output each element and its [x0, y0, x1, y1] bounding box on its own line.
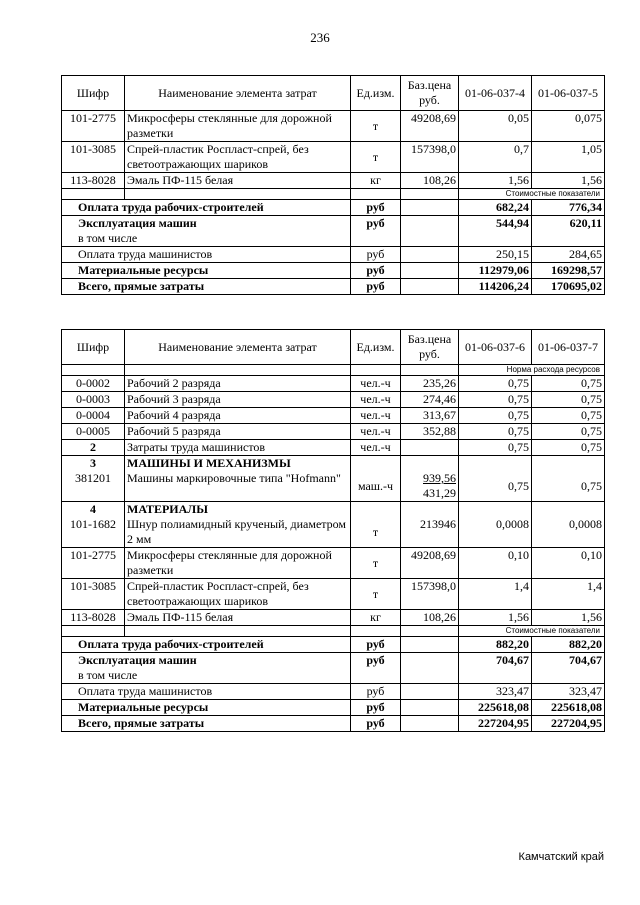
row-value-b: 1,05	[532, 142, 605, 173]
row-price: 235,26	[401, 376, 459, 392]
summary-unit: руб	[351, 263, 401, 279]
summary-row	[62, 247, 605, 263]
table-row	[62, 610, 605, 626]
header-unit: Ед.изм.	[351, 76, 401, 111]
summary-label: в том числе	[62, 231, 351, 247]
summary-value-a: 882,20	[459, 637, 532, 653]
row-unit: маш.-ч	[351, 471, 401, 502]
summary-row	[62, 279, 605, 295]
summary-value-a	[459, 231, 532, 247]
summary-label: Оплата труда рабочих-строителей	[62, 637, 351, 653]
summary-value-b	[532, 668, 605, 684]
table-row	[62, 392, 605, 408]
summary-row	[62, 716, 605, 732]
row-price: 213946	[401, 517, 459, 548]
summary-row	[62, 637, 605, 653]
summary-label: Оплата труда рабочих-строителей	[62, 200, 351, 216]
note-cost-indicators: Стоимостные показатели	[459, 189, 605, 200]
row-name: Спрей-пластик Роспласт-спрей, без светоотражающих шариков	[125, 142, 351, 173]
row-code: 101-1682	[62, 517, 125, 548]
summary-unit: руб	[351, 653, 401, 669]
section-heading-row	[62, 502, 605, 518]
summary-unit: руб	[351, 637, 401, 653]
row-price: 108,26	[401, 610, 459, 626]
table-row	[62, 579, 605, 610]
header-name: Наименование элемента затрат	[125, 330, 351, 365]
summary-row	[62, 668, 605, 684]
row-price: 108,26	[401, 173, 459, 189]
table-row	[62, 471, 605, 502]
row-value-a: 0,7	[459, 142, 532, 173]
row-unit: т	[351, 111, 401, 142]
row-name: Микросферы стеклянные для дорожной разметки	[125, 111, 351, 142]
footer-region: Камчатский край	[518, 851, 604, 863]
row-value-b: 0,75	[532, 440, 605, 456]
row-price: 352,88	[401, 424, 459, 440]
row-price: 313,67	[401, 408, 459, 424]
table-row	[62, 408, 605, 424]
row-code: 101-3085	[62, 142, 125, 173]
row-price	[401, 440, 459, 456]
table-row	[62, 424, 605, 440]
summary-value-b: 284,65	[532, 247, 605, 263]
row-unit: т	[351, 517, 401, 548]
row-value-a: 1,56	[459, 610, 532, 626]
summary-unit: руб	[351, 279, 401, 295]
summary-label: Материальные ресурсы	[62, 263, 351, 279]
row-name: Спрей-пластик Роспласт-спрей, без светоотражающих шариков	[125, 579, 351, 610]
summary-value-a: 112979,06	[459, 263, 532, 279]
summary-row	[62, 684, 605, 700]
note-resource-norm: Норма расхода ресурсов	[459, 365, 605, 376]
row-unit: чел.-ч	[351, 440, 401, 456]
summary-value-b	[532, 231, 605, 247]
row-value-a: 0,75	[459, 440, 532, 456]
row-value-a: 0,75	[459, 408, 532, 424]
row-value-b: 0,0008	[532, 517, 605, 548]
row-value-a: 1,56	[459, 173, 532, 189]
header-col-a: 01-06-037-6	[459, 330, 532, 365]
row-code: 113-8028	[62, 610, 125, 626]
row-price: 157398,0	[401, 579, 459, 610]
row-value-b: 0,10	[532, 548, 605, 579]
table-row	[62, 173, 605, 189]
row-value-a: 0,75	[459, 392, 532, 408]
row-unit: т	[351, 579, 401, 610]
summary-value-b: 620,11	[532, 216, 605, 232]
row-unit: т	[351, 142, 401, 173]
row-code: 101-2775	[62, 548, 125, 579]
row-price: 939,56	[423, 471, 456, 485]
summary-row	[62, 263, 605, 279]
row-value-b: 1,4	[532, 579, 605, 610]
summary-label: Всего, прямые затраты	[62, 716, 351, 732]
section-title: МАШИНЫ И МЕХАНИЗМЫ	[125, 456, 351, 472]
section-number: 4	[62, 502, 125, 518]
summary-value-b: 169298,57	[532, 263, 605, 279]
note-row	[62, 365, 605, 376]
table-row	[62, 517, 605, 548]
summary-unit	[351, 668, 401, 684]
note-cost-indicators: Стоимостные показатели	[459, 626, 605, 637]
summary-unit: руб	[351, 247, 401, 263]
row-name: Микросферы стеклянные для дорожной разметки	[125, 548, 351, 579]
table-row	[62, 111, 605, 142]
page-number: 236	[310, 30, 330, 45]
machinist-labor-row	[62, 440, 605, 456]
summary-value-a: 225618,08	[459, 700, 532, 716]
row-price: 49208,69	[401, 548, 459, 579]
section-number: 3	[62, 456, 125, 472]
summary-label: Оплата труда машинистов	[62, 684, 351, 700]
row-value-b: 0,75	[532, 376, 605, 392]
summary-unit	[351, 231, 401, 247]
summary-value-a: 114206,24	[459, 279, 532, 295]
row-code: 101-2775	[62, 111, 125, 142]
summary-value-a: 682,24	[459, 200, 532, 216]
header-col-a: 01-06-037-4	[459, 76, 532, 111]
row-unit: кг	[351, 610, 401, 626]
row-value-a: 0,75	[459, 471, 532, 502]
row-name: Рабочий 4 разряда	[125, 408, 351, 424]
summary-unit: руб	[351, 200, 401, 216]
summary-label: Оплата труда машинистов	[62, 247, 351, 263]
summary-unit: руб	[351, 684, 401, 700]
summary-row	[62, 231, 605, 247]
row-value-a: 0,0008	[459, 517, 532, 548]
row-unit: чел.-ч	[351, 376, 401, 392]
summary-value-a: 250,15	[459, 247, 532, 263]
row-unit: т	[351, 548, 401, 579]
note-row	[62, 189, 605, 200]
row-name: Затраты труда машинистов	[125, 440, 351, 456]
table-row	[62, 142, 605, 173]
summary-value-a: 544,94	[459, 216, 532, 232]
row-code: 0-0003	[62, 392, 125, 408]
row-price-cell	[401, 471, 459, 502]
header-name: Наименование элемента затрат	[125, 76, 351, 111]
table-header-row	[62, 330, 605, 365]
summary-row	[62, 200, 605, 216]
summary-value-a: 323,47	[459, 684, 532, 700]
summary-label: Материальные ресурсы	[62, 700, 351, 716]
row-code: 381201	[62, 471, 125, 502]
row-unit: чел.-ч	[351, 392, 401, 408]
summary-value-b: 227204,95	[532, 716, 605, 732]
row-name: Рабочий 3 разряда	[125, 392, 351, 408]
row-value-a: 1,4	[459, 579, 532, 610]
summary-label: Эксплуатация машин	[62, 216, 351, 232]
summary-label: в том числе	[62, 668, 351, 684]
row-code: 0-0004	[62, 408, 125, 424]
row-price: 49208,69	[401, 111, 459, 142]
row-value-b: 1,56	[532, 173, 605, 189]
row-price-machinist: 431,29	[423, 486, 456, 500]
summary-value-b: 323,47	[532, 684, 605, 700]
header-code: Шифр	[62, 330, 125, 365]
summary-unit: руб	[351, 216, 401, 232]
row-unit: чел.-ч	[351, 408, 401, 424]
header-col-b: 01-06-037-7	[532, 330, 605, 365]
note-row	[62, 626, 605, 637]
row-name: Шнур полиамидный крученый, диаметром 2 мм	[125, 517, 351, 548]
summary-unit: руб	[351, 700, 401, 716]
row-code: 0-0002	[62, 376, 125, 392]
row-name: Рабочий 5 разряда	[125, 424, 351, 440]
header-price: Баз.цена руб.	[401, 330, 459, 365]
row-name: Эмаль ПФ-115 белая	[125, 610, 351, 626]
table-row	[62, 548, 605, 579]
cost-table-1	[61, 75, 605, 295]
summary-value-a: 704,67	[459, 653, 532, 669]
row-name: Эмаль ПФ-115 белая	[125, 173, 351, 189]
header-unit: Ед.изм.	[351, 330, 401, 365]
row-price: 157398,0	[401, 142, 459, 173]
summary-row	[62, 700, 605, 716]
cost-table-2	[61, 329, 605, 732]
row-code: 101-3085	[62, 579, 125, 610]
row-value-a: 0,05	[459, 111, 532, 142]
row-value-b: 0,75	[532, 408, 605, 424]
summary-value-b: 170695,02	[532, 279, 605, 295]
header-col-b: 01-06-037-5	[532, 76, 605, 111]
row-value-a: 0,75	[459, 376, 532, 392]
row-value-b: 0,75	[532, 471, 605, 502]
summary-row	[62, 653, 605, 669]
row-value-a: 0,75	[459, 424, 532, 440]
row-code: 0-0005	[62, 424, 125, 440]
row-value-b: 1,56	[532, 610, 605, 626]
summary-value-b: 225618,08	[532, 700, 605, 716]
row-price: 274,46	[401, 392, 459, 408]
summary-label: Эксплуатация машин	[62, 653, 351, 669]
table-header-row	[62, 76, 605, 111]
row-value-b: 0,75	[532, 424, 605, 440]
row-name: Машины маркировочные типа "Hofmann"	[125, 471, 351, 502]
summary-value-a: 227204,95	[459, 716, 532, 732]
row-value-a: 0,10	[459, 548, 532, 579]
section-title: МАТЕРИАЛЫ	[125, 502, 351, 518]
header-price: Баз.цена руб.	[401, 76, 459, 111]
section-heading-row	[62, 456, 605, 472]
row-unit: чел.-ч	[351, 424, 401, 440]
row-code: 2	[62, 440, 125, 456]
summary-label: Всего, прямые затраты	[62, 279, 351, 295]
summary-row	[62, 216, 605, 232]
summary-value-b: 882,20	[532, 637, 605, 653]
summary-unit: руб	[351, 716, 401, 732]
summary-value-a	[459, 668, 532, 684]
header-code: Шифр	[62, 76, 125, 111]
row-name: Рабочий 2 разряда	[125, 376, 351, 392]
summary-value-b: 776,34	[532, 200, 605, 216]
summary-value-b: 704,67	[532, 653, 605, 669]
row-value-b: 0,075	[532, 111, 605, 142]
table-row	[62, 376, 605, 392]
row-value-b: 0,75	[532, 392, 605, 408]
row-unit: кг	[351, 173, 401, 189]
row-code: 113-8028	[62, 173, 125, 189]
